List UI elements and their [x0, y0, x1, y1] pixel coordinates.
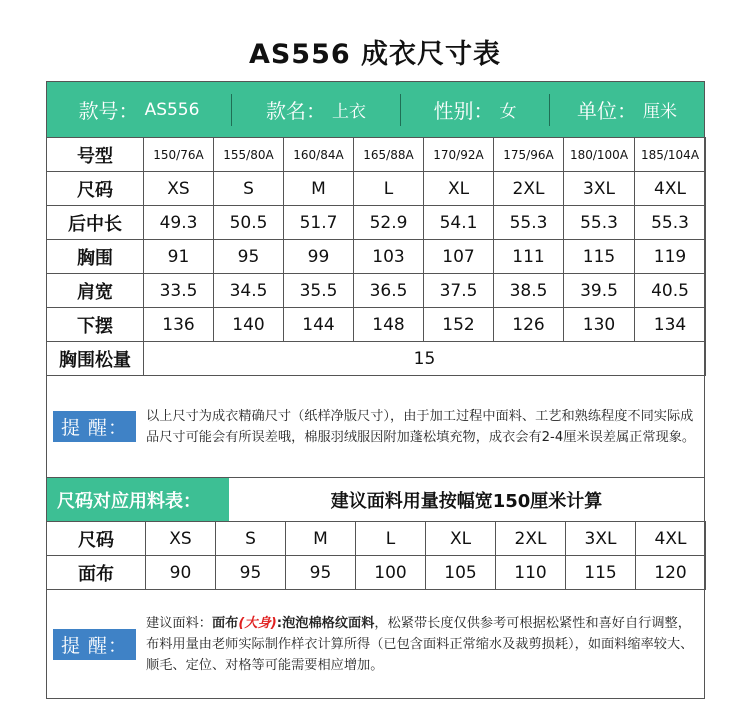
table-cell: 140	[214, 308, 284, 342]
table-cell: 3XL	[564, 172, 635, 206]
gender-cell	[401, 82, 549, 137]
table-cell: 91	[144, 240, 214, 274]
table-cell: XS	[144, 172, 214, 206]
table-cell: 2XL	[494, 172, 564, 206]
style-name-value: 上衣	[332, 102, 366, 122]
unit-label: 单位：	[577, 99, 637, 123]
tip-box-fabric	[47, 590, 704, 698]
table-cell: 3XL	[566, 522, 636, 556]
table-cell: 100	[356, 556, 426, 590]
table-cell: 111	[494, 240, 564, 274]
table-cell: 2XL	[496, 522, 566, 556]
style-number-cell	[47, 82, 231, 137]
table-cell: 4XL	[635, 172, 706, 206]
table-row	[47, 138, 706, 172]
table-cell: M	[284, 172, 354, 206]
row-label: 尺码	[47, 172, 144, 206]
unit-cell	[550, 82, 704, 137]
row-label: 肩宽	[47, 274, 144, 308]
table-cell: 95	[214, 240, 284, 274]
tip-fabric-part: (大身)	[238, 615, 277, 631]
style-number-label: 款号：	[78, 99, 139, 123]
gender-value: 女	[499, 102, 517, 122]
header-bar	[47, 82, 704, 137]
ease-row	[47, 342, 706, 376]
table-cell: 33.5	[144, 274, 214, 308]
table-cell: 55.3	[635, 206, 706, 240]
table-cell: L	[354, 172, 424, 206]
table-cell: 4XL	[636, 522, 706, 556]
table-cell: 126	[494, 308, 564, 342]
table-cell: 150/76A	[144, 138, 214, 172]
tip-prefix: 建议面料：	[146, 615, 212, 631]
table-cell: 35.5	[284, 274, 354, 308]
tip-fabric-type: :泡泡棉格纹面料	[276, 615, 375, 631]
table-row	[47, 172, 706, 206]
tip-text	[146, 613, 704, 676]
table-cell: 120	[636, 556, 706, 590]
table-cell: 107	[424, 240, 494, 274]
table-cell: 51.7	[284, 206, 354, 240]
table-cell: 119	[635, 240, 706, 274]
ease-value: 15	[144, 342, 706, 376]
table-cell: 55.3	[564, 206, 635, 240]
table-row	[47, 556, 706, 590]
table-cell: S	[214, 172, 284, 206]
table-row	[47, 308, 706, 342]
table-cell: 180/100A	[564, 138, 635, 172]
table-cell: 110	[496, 556, 566, 590]
table-cell: 99	[284, 240, 354, 274]
table-cell: 50.5	[214, 206, 284, 240]
tip-label: 提 醒：	[53, 411, 136, 442]
fabric-section-label: 尺码对应用料表：	[47, 478, 229, 521]
table-cell: 54.1	[424, 206, 494, 240]
style-number-value: AS556	[144, 99, 200, 120]
tip-label: 提 醒：	[53, 629, 136, 660]
tip-fabric-name: 面布	[211, 615, 239, 631]
unit-value: 厘米	[643, 102, 677, 122]
table-cell: 115	[566, 556, 636, 590]
table-cell: S	[216, 522, 286, 556]
table-cell: 144	[284, 308, 354, 342]
table-cell: 152	[424, 308, 494, 342]
fabric-section-title: 建议面料用量按幅宽150厘米计算	[330, 490, 603, 512]
table-cell: 155/80A	[214, 138, 284, 172]
table-cell: 136	[144, 308, 214, 342]
table-cell: 148	[354, 308, 424, 342]
table-cell: 165/88A	[354, 138, 424, 172]
table-row	[47, 274, 706, 308]
table-cell: XS	[146, 522, 216, 556]
size-table	[46, 137, 706, 376]
row-label: 号型	[47, 138, 144, 172]
gender-label: 性别：	[433, 99, 494, 123]
page-title: AS556 成衣尺寸表	[248, 39, 502, 70]
fabric-table	[46, 521, 706, 590]
row-label: 下摆	[47, 308, 144, 342]
table-cell: 115	[564, 240, 635, 274]
table-row	[47, 240, 706, 274]
table-cell: 185/104A	[635, 138, 706, 172]
table-cell: 130	[564, 308, 635, 342]
style-name-cell	[232, 82, 400, 137]
row-label: 后中长	[47, 206, 144, 240]
row-label: 尺码	[47, 522, 146, 556]
size-chart-frame	[46, 81, 705, 699]
table-cell: 36.5	[354, 274, 424, 308]
style-name-label: 款名：	[266, 99, 326, 123]
table-cell: 38.5	[494, 274, 564, 308]
table-row	[47, 206, 706, 240]
table-row	[47, 522, 706, 556]
table-cell: 40.5	[635, 274, 706, 308]
tip-text: 以上尺寸为成衣精确尺寸（纸样净版尺寸），由于加工过程中面料、工艺和熟练程度不同实际成品尺寸可能会有所误差哦，棉服羽绒服因附加蓬松填充物，成衣会有2-4厘米误差属正常现象。	[146, 408, 696, 445]
row-label: 胸围	[47, 240, 144, 274]
table-cell: 52.9	[354, 206, 424, 240]
table-cell: M	[286, 522, 356, 556]
table-cell: 55.3	[494, 206, 564, 240]
table-cell: 34.5	[214, 274, 284, 308]
table-cell: 95	[216, 556, 286, 590]
table-cell: 49.3	[144, 206, 214, 240]
table-cell: 37.5	[424, 274, 494, 308]
table-cell: 103	[354, 240, 424, 274]
table-cell: 90	[146, 556, 216, 590]
row-label: 胸围松量	[47, 342, 144, 376]
fabric-section-header	[47, 478, 704, 521]
table-cell: 170/92A	[424, 138, 494, 172]
table-cell: L	[356, 522, 426, 556]
table-cell: XL	[424, 172, 494, 206]
table-cell: 105	[426, 556, 496, 590]
table-cell: 39.5	[564, 274, 635, 308]
table-cell: 95	[286, 556, 356, 590]
table-cell: XL	[426, 522, 496, 556]
row-label: 面布	[47, 556, 146, 590]
tip-box	[47, 376, 704, 478]
table-cell: 134	[635, 308, 706, 342]
table-cell: 160/84A	[284, 138, 354, 172]
table-cell: 175/96A	[494, 138, 564, 172]
tip-body: ，松紧带长度仅供参考可根据松紧性和喜好自行调整，布料用量由老师实际制作样衣计算所得（已包含面料正常缩水及裁剪损耗），如面料缩率较大、顺毛、定位、对格等可能需要相应增加。	[146, 615, 694, 673]
